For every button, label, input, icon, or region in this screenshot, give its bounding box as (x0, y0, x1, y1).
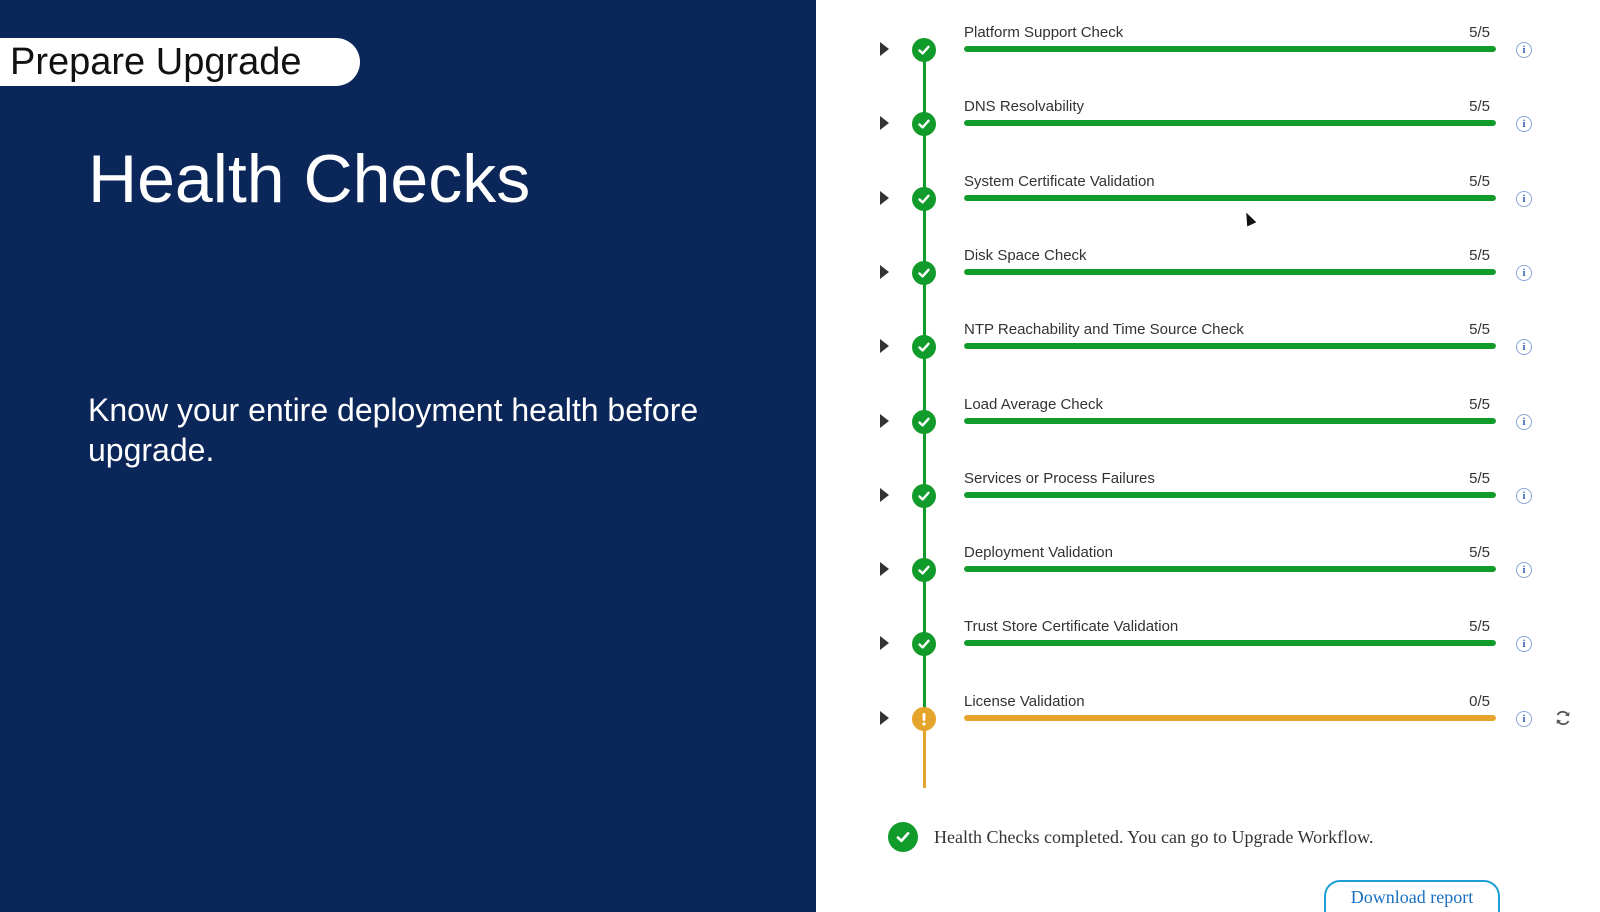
slide-subtitle: Know your entire deployment health before upgrade. (88, 392, 699, 468)
info-icon[interactable]: i (1516, 191, 1532, 207)
health-check-row (870, 247, 1590, 291)
health-check-progress-bar (964, 46, 1496, 52)
progress-fill (964, 269, 1496, 275)
health-check-row (870, 544, 1590, 588)
health-check-label: Load Average Check (964, 395, 1103, 413)
health-check-row (870, 173, 1590, 217)
caret-right-icon[interactable] (880, 636, 889, 650)
health-check-score: 5/5 (1469, 172, 1490, 190)
check-circle-icon (912, 410, 936, 434)
health-check-label: License Validation (964, 692, 1085, 710)
info-icon[interactable]: i (1516, 265, 1532, 281)
slide-title: Health Checks (88, 141, 531, 217)
caret-right-icon[interactable] (880, 488, 889, 502)
health-check-progress-bar (964, 343, 1496, 349)
section-label: Prepare Upgrade (0, 38, 360, 86)
health-check-row (870, 396, 1590, 440)
info-icon[interactable]: i (1516, 488, 1532, 504)
health-check-label: DNS Resolvability (964, 98, 1085, 116)
check-circle-icon (912, 558, 936, 582)
health-check-row (870, 618, 1590, 662)
caret-right-icon[interactable] (880, 711, 889, 725)
exclamation-circle-icon (912, 707, 936, 731)
health-check-progress-bar (964, 566, 1496, 572)
health-check-score: 5/5 (1469, 469, 1490, 487)
health-check-score: 5/5 (1469, 544, 1490, 562)
progress-fill (964, 418, 1496, 424)
health-check-progress-bar (964, 640, 1496, 646)
health-check-label: System Certificate Validation (964, 172, 1155, 190)
health-check-label: Disk Space Check (964, 246, 1087, 264)
info-icon[interactable]: i (1516, 414, 1532, 430)
timeline-tail (923, 728, 926, 788)
health-check-score: 0/5 (1469, 692, 1490, 710)
caret-right-icon[interactable] (880, 42, 889, 56)
health-check-progress-bar (964, 715, 1496, 721)
info-icon[interactable]: i (1516, 636, 1532, 652)
info-icon[interactable]: i (1516, 42, 1532, 58)
health-check-row (870, 24, 1590, 68)
health-check-progress-bar (964, 120, 1496, 126)
health-check-score: 5/5 (1469, 395, 1490, 413)
progress-fill (964, 715, 1496, 721)
info-icon[interactable]: i (1516, 562, 1532, 578)
progress-fill (964, 195, 1496, 201)
health-check-label: NTP Reachability and Time Source Check (964, 321, 1244, 339)
check-circle-icon (912, 187, 936, 211)
download-report-button[interactable]: Download report (1324, 880, 1500, 912)
check-circle-icon (912, 38, 936, 62)
progress-fill (964, 566, 1496, 572)
caret-right-icon[interactable] (880, 265, 889, 279)
health-check-label: Trust Store Certificate Validation (964, 618, 1179, 636)
completion-status (888, 822, 1373, 852)
health-check-row (870, 693, 1590, 737)
check-circle-icon (912, 112, 936, 136)
health-check-row (870, 470, 1590, 514)
caret-right-icon[interactable] (880, 116, 889, 130)
health-check-score: 5/5 (1469, 246, 1490, 264)
health-check-row (870, 98, 1590, 142)
caret-right-icon[interactable] (880, 191, 889, 205)
progress-fill (964, 492, 1496, 498)
health-check-score: 5/5 (1469, 24, 1490, 41)
progress-fill (964, 120, 1496, 126)
check-circle-icon (912, 484, 936, 508)
caret-right-icon[interactable] (880, 339, 889, 353)
health-check-progress-bar (964, 269, 1496, 275)
caret-right-icon[interactable] (880, 414, 889, 428)
info-icon[interactable]: i (1516, 116, 1532, 132)
check-circle-icon (888, 822, 918, 852)
health-check-score: 5/5 (1469, 618, 1490, 636)
progress-fill (964, 640, 1496, 646)
health-check-label: Platform Support Check (964, 24, 1124, 41)
health-check-score: 5/5 (1469, 98, 1490, 116)
health-check-label: Deployment Validation (964, 544, 1113, 562)
check-circle-icon (912, 261, 936, 285)
info-icon[interactable]: i (1516, 339, 1532, 355)
health-check-label: Services or Process Failures (964, 469, 1155, 487)
health-check-score: 5/5 (1469, 321, 1490, 339)
health-check-progress-bar (964, 492, 1496, 498)
refresh-icon[interactable] (1554, 709, 1572, 727)
check-circle-icon (912, 335, 936, 359)
caret-right-icon[interactable] (880, 562, 889, 576)
health-check-row (870, 321, 1590, 365)
progress-fill (964, 46, 1496, 52)
completion-message: Health Checks completed. You can go to Upgrade Workflow. (934, 826, 1374, 847)
health-check-progress-bar (964, 418, 1496, 424)
health-check-progress-bar (964, 195, 1496, 201)
info-icon[interactable]: i (1516, 711, 1532, 727)
progress-fill (964, 343, 1496, 349)
check-circle-icon (912, 632, 936, 656)
